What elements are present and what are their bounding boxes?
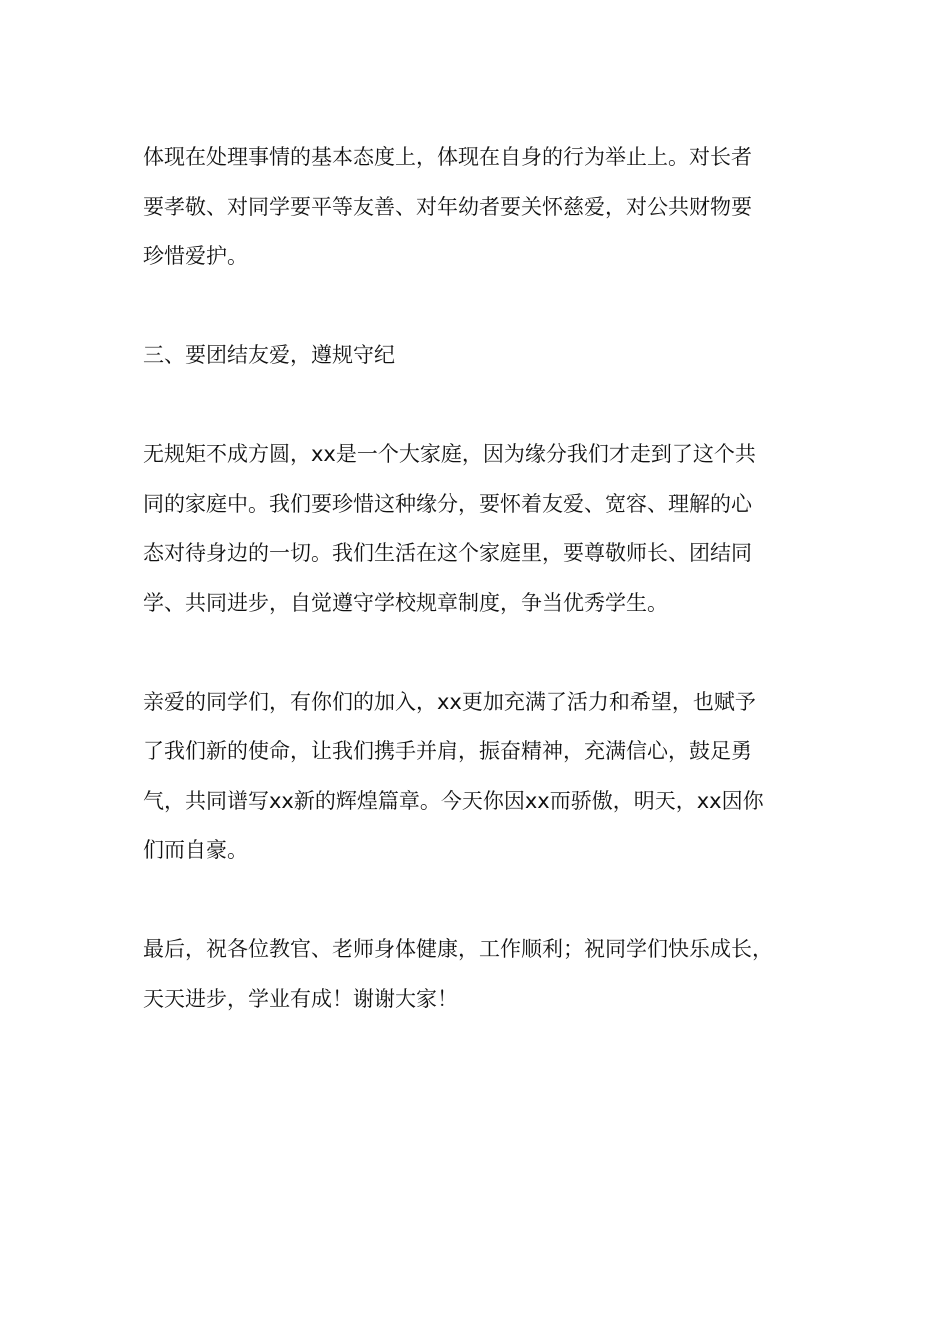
paragraph-rules — [143, 430, 833, 628]
text-line: 天天进步，学业有成！谢谢大家！ — [143, 986, 458, 1011]
text-line: 亲爱的同学们，有你们的加入，xx更加充满了活力和希望，也赋予 — [143, 689, 756, 714]
paragraph-students — [143, 678, 833, 876]
section-heading — [143, 331, 833, 381]
text-line: 要孝敬、对同学要平等友善、对年幼者要关怀慈爱，对公共财物要 — [143, 194, 752, 219]
text-line: 最后，祝各位教官、老师身体健康，工作顺利；祝同学们快乐成长， — [143, 937, 773, 961]
text-line: 体现在处理事情的基本态度上，体现在自身的行为举止上。对长者 — [143, 145, 752, 169]
text-line: 学、共同进步，自觉遵守学校规章制度，争当优秀学生。 — [143, 590, 668, 615]
text-line: 珍惜爱护。 — [143, 244, 248, 268]
text-line: 同的家庭中。我们要珍惜这种缘分，要怀着友爱、宽容、理解的心 — [143, 491, 752, 516]
text-line: 无规矩不成方圆，xx是一个大家庭，因为缘分我们才走到了这个共 — [143, 442, 756, 466]
heading-text: 三、要团结友爱，遵规守纪 — [143, 343, 395, 367]
text-line: 们而自豪。 — [143, 838, 248, 862]
document-body — [143, 133, 833, 1024]
text-line: 了我们新的使命，让我们携手并肩，振奋精神，充满信心，鼓足勇 — [143, 739, 752, 763]
text-line: 气，共同谱写xx新的辉煌篇章。今天你因xx而骄傲，明天，xx因你 — [143, 788, 764, 813]
text-line: 态对待身边的一切。我们生活在这个家庭里，要尊敬师长、团结同 — [143, 541, 752, 565]
paragraph-conduct — [143, 133, 833, 282]
paragraph-closing — [143, 925, 833, 1024]
